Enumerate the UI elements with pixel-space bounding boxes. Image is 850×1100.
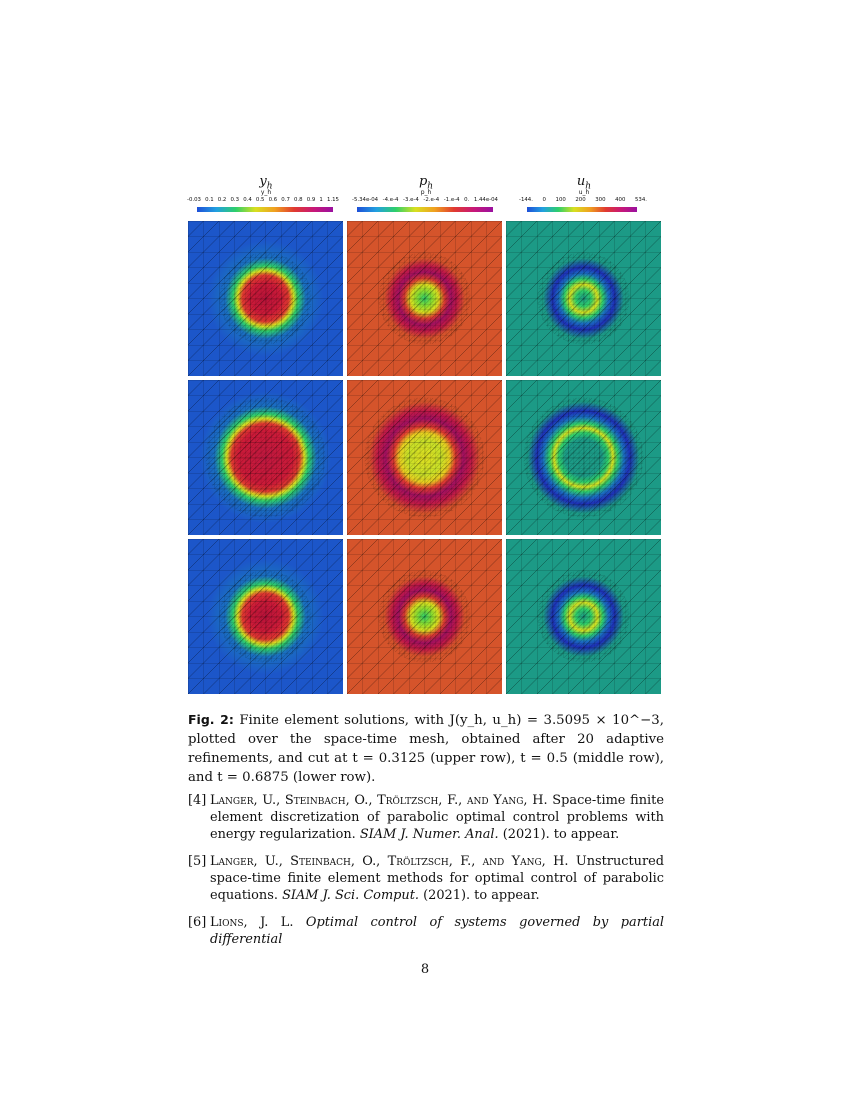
reference-authors: Lions, J. L.: [210, 915, 294, 930]
panel-y-upper: [188, 221, 343, 376]
colorbar-title-u: $u_h$: [576, 174, 592, 192]
panel-y-middle: [188, 380, 343, 535]
figure-caption-text: Finite element solutions, with J(y_h, u_h) = 3.5095 × 10^−3, plotted over the space-time mesh, obtained after 20 adaptive refinements, and cut at t = 0.3125 (upper row), t = 0.5 (middle row), and t = 0.6875 (lower row).: [188, 713, 664, 785]
reference-journal: Optimal control of systems governed by partial differential: [210, 915, 664, 947]
page-number: 8: [420, 962, 430, 977]
colorbar-gradient-y: [197, 207, 333, 212]
reference-rest: (2021). to appear.: [502, 827, 620, 842]
colorbar-ticks-u: -144. 0 100 200 300 400 534.: [519, 197, 647, 203]
colorbar-gradient-p: [357, 207, 493, 212]
panel-p-upper: [347, 221, 502, 376]
figure-label: Fig. 2:: [188, 712, 234, 727]
reference-item: [4] Langer, U., Steinbach, O., Tröltzsch, F., and Yang, H. Space-time finite element discretization of parabolic optimal control problems with energy regularization. SIAM J. Numer. Anal. (2021). to appear.: [188, 793, 664, 842]
figure-caption: [188, 710, 664, 787]
reference-journal: SIAM J. Numer. Anal.: [359, 827, 499, 842]
colorbar-subtitle-y: y_h: [260, 189, 272, 196]
reference-authors: Langer, U., Steinbach, O., Tröltzsch, F., and Yang, H.: [210, 854, 569, 869]
reference-list: [188, 792, 664, 958]
reference-rest: (2021). to appear.: [423, 888, 540, 903]
colorbar-title-y: $y_h$: [259, 174, 273, 192]
reference-authors: Langer, U., Steinbach, O., Tröltzsch, F., and Yang, H.: [210, 793, 548, 808]
colorbar-ticks-y: -0.03 0.1 0.2 0.3 0.4 0.5 0.6 0.7 0.8 0.9 1 1.15: [187, 197, 339, 203]
panel-u-upper: [506, 221, 661, 376]
colorbar-title-p: $p_h$: [418, 174, 434, 192]
reference-journal: SIAM J. Sci. Comput.: [282, 888, 419, 903]
colorbar-subtitle-p: p_h: [420, 189, 432, 196]
reference-item: [5] Langer, U., Steinbach, O., Tröltzsch, F., and Yang, H. Unstructured space-time finite element methods for optimal control of parabolic equations. SIAM J. Sci. Comput. (2021). to appear.: [188, 854, 664, 903]
panel-p-middle: [347, 380, 502, 535]
panel-u-lower: [506, 539, 661, 694]
colorbar-gradient-u: [527, 207, 637, 212]
reference-title: Space-time finite element discretization of parabolic optimal control problems with energy regularization.: [210, 793, 664, 842]
colorbar-subtitle-u: u_h: [578, 189, 590, 196]
reference-title: Unstructured space-time finite element methods for optimal control of parabolic equations.: [210, 854, 664, 903]
panel-u-middle: [506, 380, 661, 535]
panel-p-lower: [347, 539, 502, 694]
reference-item: [6] Lions, J. L. Optimal control of systems governed by partial differential: [188, 915, 664, 947]
panel-y-lower: [188, 539, 343, 694]
colorbar-ticks-p: -5.34e-04 -4.e-4 -3.e-4 -2.e-4 -1.e-4 0. 1.44e-04: [352, 197, 498, 203]
